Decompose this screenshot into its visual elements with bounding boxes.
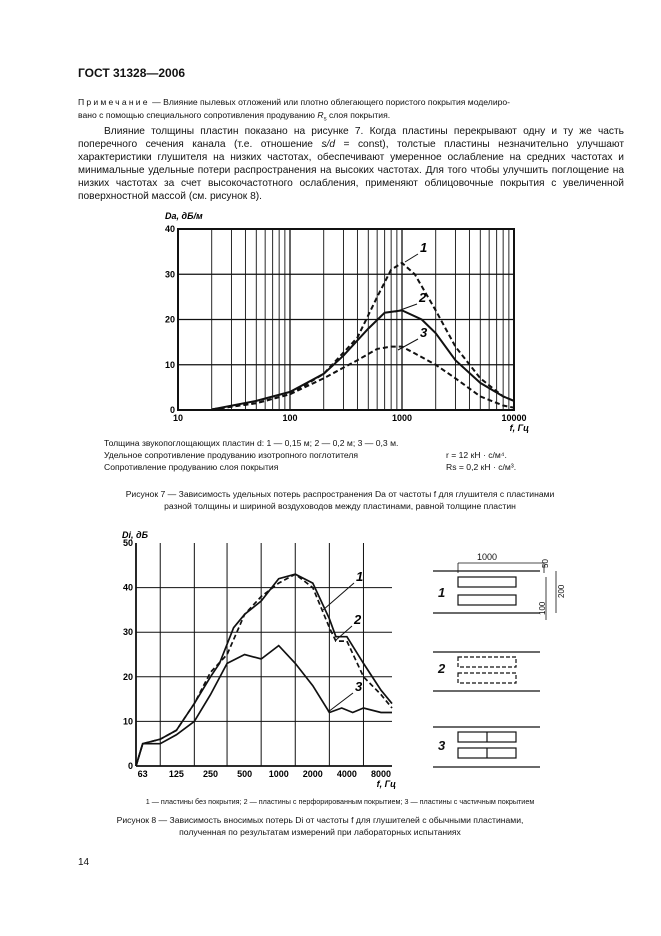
note-symbol: R [317, 109, 324, 120]
y-tick-label: 20 [122, 671, 133, 682]
note-text-2b: слоя покрытия. [326, 109, 391, 120]
x-tick-label: 250 [202, 769, 219, 779]
y-tick-label: 0 [127, 761, 133, 771]
figure-8-caption [60, 815, 580, 838]
paragraph-part-2: = const), толстые пластины незначительно улучшают характеристики глушителя на низких частотах, обеспечивают умеренное ослабление на средних частотах и минимальные удельные потери распространения на высоких частотах. Для того чтобы улучшить поглощение на низких частотах за счет высокочастотного ослабления, применяют облицовочные покрытия с увеличенной поверхностной массой (см. рисунок 8). [78, 138, 624, 202]
document-header: ГОСТ 31328—2006 [78, 66, 186, 80]
y-tick-label: 10 [122, 716, 133, 727]
series-2-label: 2 [354, 612, 362, 627]
y-tick-label: 50 [122, 538, 133, 548]
paragraph-ratio: s/d [321, 138, 336, 150]
legend-thickness: Толщина звукопоглощающих пластин d: 1 — 0,15 м; 2 — 0,2 м; 3 — 0,3 м. [104, 438, 399, 448]
y-tick-label: 30 [122, 627, 133, 638]
schematic-label-2: 2 [438, 661, 446, 676]
schematic-pitch-label: 200 [557, 584, 566, 598]
schematic-label-1: 1 [438, 585, 446, 600]
figure-8-legend: 1 — пластины без покрытия; 2 — пластины с перфорированным покрытием; 3 — пластины с частичным покрытием [145, 797, 535, 806]
y-tick-label: 40 [122, 582, 133, 593]
schematic-label-3: 3 [438, 738, 446, 753]
legend-resistance: Удельное сопротивление продуванию изотропного поглотителя [104, 449, 359, 460]
figure-8-caption-line-1: Рисунок 8 — Зависимость вносимых потерь Di от частоты f для глушителей с обычными пластинами, [116, 815, 524, 825]
figure-7-caption-line-2: разной толщины и шириной воздуховодов между пластинами, равной толщине пластин [164, 500, 516, 511]
x-axis-label: f, Гц [509, 423, 529, 433]
y-tick-label: 30 [164, 269, 175, 280]
y-tick-label: 20 [164, 314, 175, 325]
note-text-2a: вано с помощью специального сопротивления продуванию [78, 109, 318, 120]
schematic-thickness-label: 100 [538, 601, 547, 615]
series-3-label: 3 [420, 325, 428, 340]
figure-8-caption-line-2: полученная по результатам измерений при лабораторных испытаниях [179, 826, 461, 837]
y-tick-label: 10 [164, 359, 175, 370]
series-1-label: 1 [356, 569, 364, 584]
note-symbol-sub: s [323, 116, 327, 123]
x-tick-label: 1000 [391, 413, 413, 423]
legend-layer: Сопротивление продуванию слоя покрытия [104, 461, 279, 472]
x-tick-label: 8000 [371, 769, 392, 779]
x-tick-label: 100 [282, 413, 298, 423]
schematic-width-label: 1000 [476, 552, 498, 562]
legend-layer-value: Rs = 0,2 кН · с/м³. [446, 461, 517, 472]
x-tick-label: 10 [172, 413, 184, 423]
x-tick-label: 63 [137, 769, 148, 779]
series-2-label: 2 [419, 290, 427, 305]
page-number: 14 [78, 857, 90, 868]
y-tick-label: 40 [164, 224, 175, 234]
y-axis-label: Di, дБ [122, 530, 148, 540]
note-label: Примечание [78, 97, 150, 107]
series-3-label: 3 [355, 679, 363, 694]
schematic-gap-label: 50 [541, 559, 550, 568]
y-axis-label: Da, дБ/м [165, 211, 203, 221]
note-text-1: — Влияние пылевых отложений или плотно облегающего пористого покрытия моделиро- [149, 97, 511, 107]
paragraph-part-1: Влияние толщины пластин показано на рисунке 7. Когда пластины перекрывают одну и ту же часть поперечного сечения канала (т.е. отношение [78, 126, 624, 150]
x-tick-label: 4000 [336, 769, 357, 779]
x-tick-label: 10000 [501, 413, 527, 423]
x-tick-label: 1000 [268, 769, 289, 779]
legend-resistance-value: r = 12 кН · с/м⁴. [446, 449, 507, 460]
x-tick-label: 2000 [302, 769, 323, 779]
y-tick-label: 0 [169, 405, 175, 415]
x-tick-label: 500 [237, 769, 253, 779]
x-tick-label: 125 [168, 769, 184, 779]
figure-7-caption-line-1: Рисунок 7 — Зависимость удельных потерь распространения Da от частоты f для глушителя с пластинами [125, 489, 555, 499]
series-1-label: 1 [420, 240, 428, 255]
x-axis-label: f, Гц [376, 779, 396, 789]
